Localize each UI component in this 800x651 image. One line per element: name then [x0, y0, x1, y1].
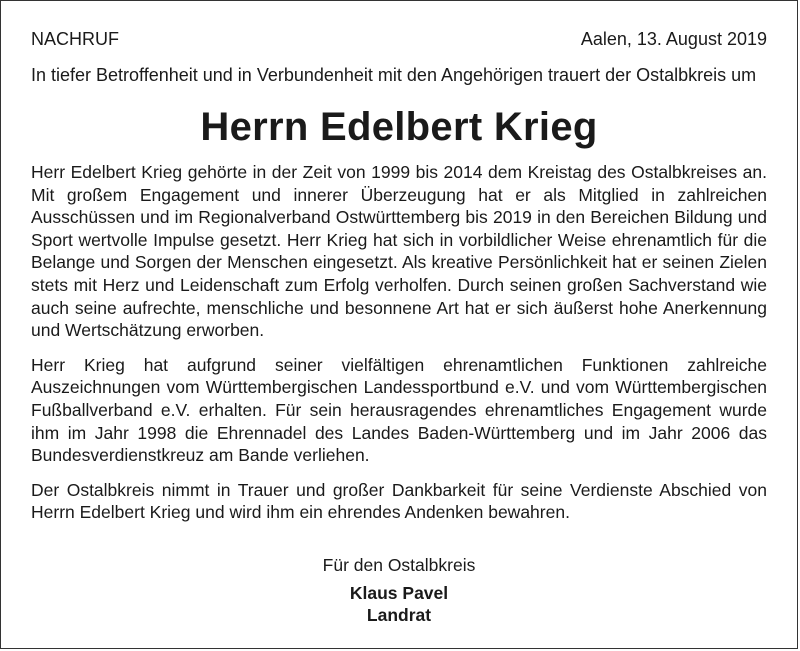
signature-org: Für den Ostalbkreis [322, 555, 476, 575]
notice-type-label: NACHRUF [31, 29, 119, 49]
signature-role: Landrat [366, 605, 432, 625]
paragraph-farewell: Der Ostalbkreis nimmt in Trauer und großer Dankbarkeit für seine Verdienste Abschied von Herrn Edelbert Krieg und wird ihm ein ehrendes Andenken bewahren. [31, 479, 767, 523]
signature-person: Klaus Pavel [349, 583, 449, 603]
intro-line: In tiefer Betroffenheit und in Verbundenheit mit den Angehörigen trauert der Ostalbkreis um [31, 65, 757, 85]
paragraph-career: Herr Edelbert Krieg gehörte in der Zeit von 1999 bis 2014 dem Kreistag des Ostalbkreises an. Mit großem Engagement und innerer Überzeugung hat er als Mitglied in zahlreichen Ausschüssen und im Regionalverband Ostwürttemberg bis 2019 in den Bereichen Bildung und Sport wertvolle Impulse gesetzt. Herr Krieg hat sich in vorbildlicher Weise ehrenamtlich für die Belange und Sorgen der Menschen eingesetzt. Als kreative Persönlichkeit hat er seinen Zielen stets mit Herz und Leidenschaft zum Erfolg verholfen. Durch seinen großen Sachverstand wie auch seine aufrechte, menschliche und besonnene Art hat er sich äußerst hohe Anerkennung und Wertschätzung erworben. [31, 162, 767, 341]
place-date: Aalen, 13. August 2019 [580, 29, 767, 49]
notice-header [31, 27, 767, 51]
deceased-name: Herrn Edelbert Krieg [200, 105, 598, 149]
obituary-body [31, 161, 767, 536]
paragraph-honors: Herr Krieg hat aufgrund seiner vielfältigen ehrenamtlichen Funktionen zahlreiche Auszeichnungen vom Württembergischen Landessportbund e.V. und vom Württembergischen Fußballverband e.V. erhalten. Für sein herausragendes ehrenamtliches Engagement wurde ihm im Jahr 1998 die Ehrennadel des Landes Baden-Württemberg und im Jahr 2006 das Bundesverdienstkreuz am Bande verliehen. [31, 354, 767, 466]
signature-block [1, 554, 797, 626]
